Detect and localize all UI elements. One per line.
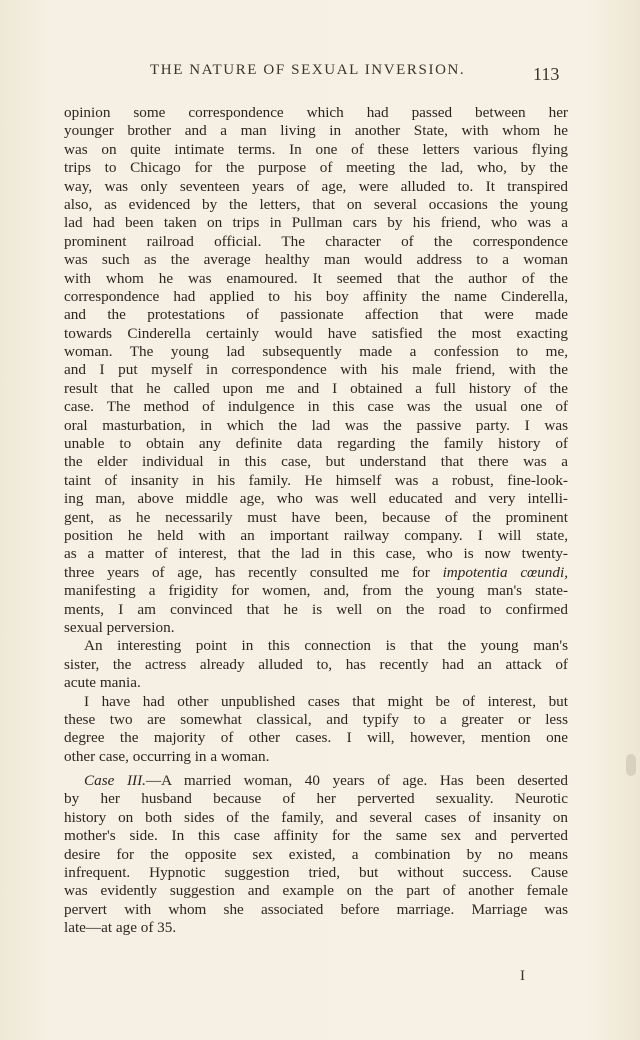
text-line: ing man, above middle age, who was well educated and very intelli- — [64, 490, 568, 508]
text-line: opinion some correspondence which had passed between her — [64, 104, 568, 121]
text-line: with whom he was enamoured. It seemed that the author of the — [64, 269, 568, 287]
text-line: these two are somewhat classical, and typify to a greater or less — [64, 710, 568, 728]
running-title: THE NATURE OF SEXUAL INVERSION. — [150, 62, 466, 78]
text-line: An interesting point in this connection is that the young man's — [84, 637, 568, 655]
text-line: correspondence had applied to his boy affinity the name Cinderella, — [64, 287, 568, 305]
text-line: lad had been taken on trips in Pullman cars by his friend, who was a — [64, 214, 568, 232]
text-line: mother's side. In this case affinity for the same sex and perverted — [64, 827, 568, 845]
text-line: ments, I am convinced that he is well on the road to confirmed — [64, 600, 568, 618]
latin-term: impotentia cœundi, — [442, 563, 568, 581]
text-line: other case, occurring in a woman. — [64, 747, 270, 765]
text-line: late—at age of 35. — [64, 919, 177, 937]
text-line: also, as evidenced by the letters, that on several occasions the young — [64, 195, 568, 213]
text-line — [64, 564, 568, 582]
text-fragment: three years of age, has recently consulted me for — [64, 563, 443, 581]
text-line: history on both sides of the family, and several cases of insanity on — [64, 808, 568, 826]
text-line: younger brother and a man living in another State, with whom he — [64, 122, 568, 140]
text-line: result that he called upon me and I obtained a full history of the — [64, 379, 568, 397]
text-line: desire for the opposite sex existed, a combination by no means — [64, 845, 568, 863]
body-text — [64, 104, 568, 938]
text-line: acute mania. — [64, 674, 141, 692]
text-line: position he held with an important railway company. I will state, — [64, 526, 568, 544]
text-line: was such as the average healthy man would address to a woman — [64, 251, 568, 269]
text-line: trips to Chicago for the purpose of meeting the lad, who, by the — [64, 159, 568, 177]
signature-mark: I — [520, 968, 525, 984]
text-line: degree the majority of other cases. I will, however, mention one — [64, 729, 568, 747]
text-line: and the protestations of passionate affection that were made — [64, 306, 568, 324]
text-line: was on quite intimate terms. In one of these letters various flying — [64, 140, 568, 158]
page-number: 113 — [533, 64, 560, 84]
text-line: towards Cinderella certainly would have satisfied the most exacting — [64, 324, 568, 342]
text-line: as a matter of interest, that the lad in this case, who is now twenty- — [64, 545, 568, 563]
text-line: way, was only seventeen years of age, were alluded to. It transpired — [64, 177, 568, 195]
text-line: gent, as he necessarily must have been, because of the prominent — [64, 508, 568, 526]
text-line: sexual perversion. — [64, 618, 175, 636]
text-line: oral masturbation, in which the lad was the passive party. I was — [64, 416, 568, 434]
text-line: infrequent. Hypnotic suggestion tried, but without success. Cause — [64, 864, 568, 882]
text-line: case. The method of indulgence in this case was the usual one of — [64, 398, 568, 416]
text-line: the elder individual in this case, but understand that there was a — [64, 453, 568, 471]
text-line: I have had other unpublished cases that might be of interest, but — [84, 692, 568, 710]
text-line: was evidently suggestion and example on the part of another female — [64, 882, 568, 900]
text-line: prominent railroad official. The character of the correspondence — [64, 232, 568, 250]
text-line: manifesting a frigidity for women, and, from the young man's state- — [64, 582, 568, 600]
text-line: sister, the actress already alluded to, has recently had an attack of — [64, 655, 568, 673]
text-line — [64, 772, 568, 790]
case-label: Case III. — [84, 772, 146, 790]
text-line: and I put myself in correspondence with his male friend, with the — [64, 361, 568, 379]
text-line: taint of insanity in his family. He himself was a robust, fine-look- — [64, 471, 568, 489]
margin-smudge — [626, 754, 636, 776]
text-line: by her husband because of her perverted sexuality. Neurotic — [64, 790, 568, 808]
text-line: unable to obtain any definite data regarding the family history of — [64, 435, 568, 453]
text-line: woman. The young lad subsequently made a confession to me, — [64, 343, 568, 361]
text-line: pervert with whom she associated before marriage. Marriage was — [64, 900, 568, 918]
text-fragment: —A married woman, 40 years of age. Has been deserted — [145, 772, 568, 790]
